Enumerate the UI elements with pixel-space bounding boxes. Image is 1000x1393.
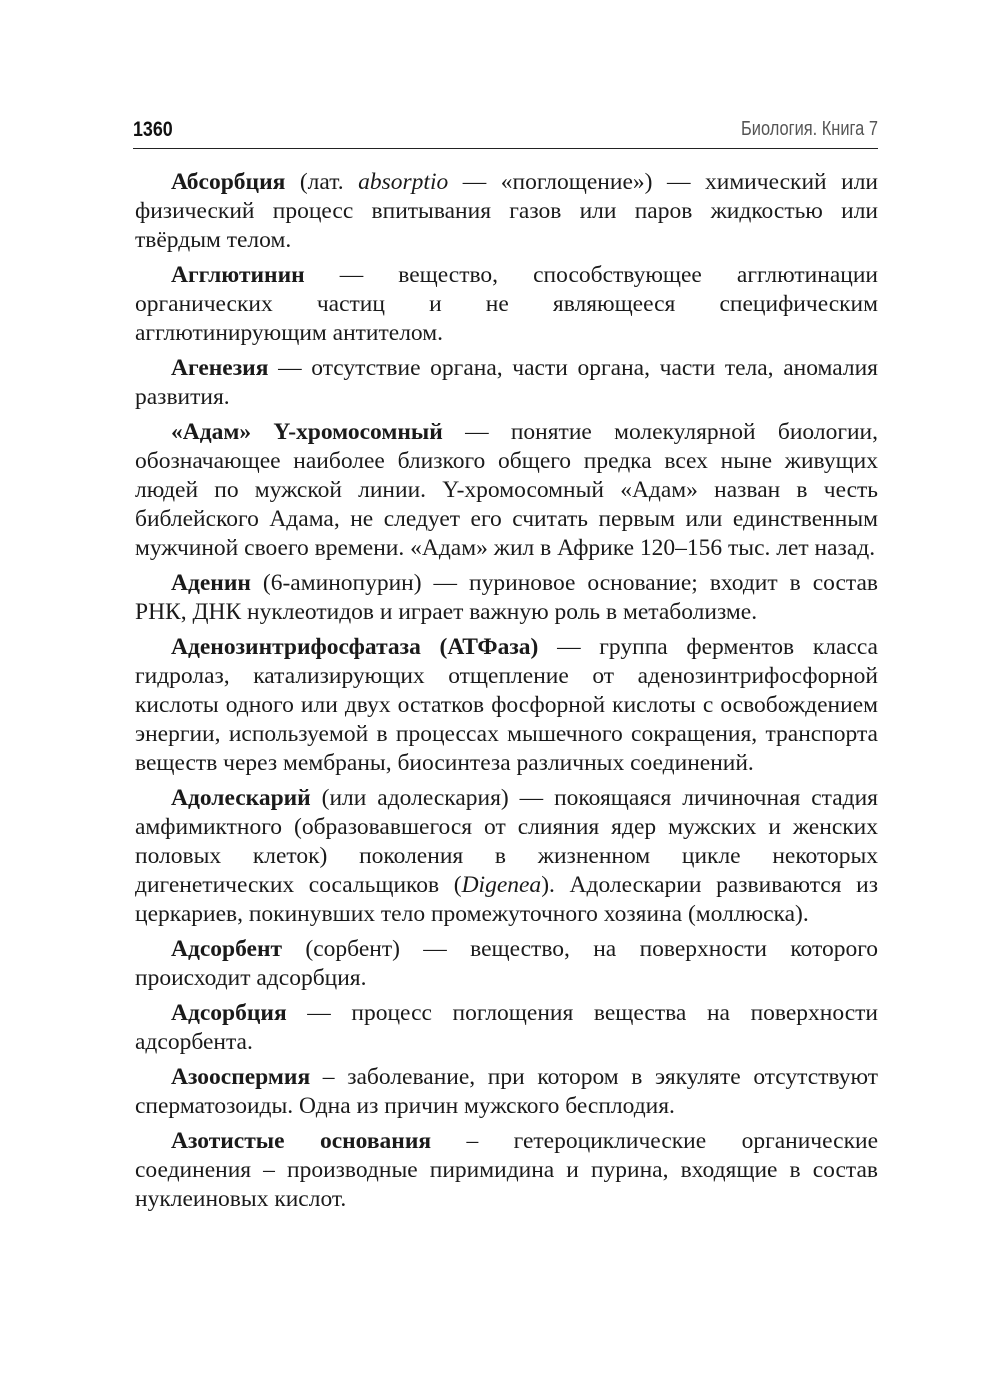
glossary-entry bbox=[135, 1063, 878, 1121]
entry-text-cont: ). Адолескарии развиваются из церкариев, покинувших тело промежуточного хозяина (моллюска). bbox=[135, 872, 878, 927]
entry-text: (лат. bbox=[285, 169, 359, 195]
entry-text: (или адолескария) — покоящаяся личиночная стадия амфимиктного (образовавшегося от слияния ядер мужских и женских половых клеток) поколения в жизненном цикле некоторых дигенетических сосальщиков ( bbox=[135, 785, 878, 898]
entry-text: — вещество, способствующее агглютинации органических частиц и не являющееся специфическим агглютинирующим антителом. bbox=[135, 262, 878, 346]
entry-term: «Адам» Y-хромосомный bbox=[171, 419, 443, 445]
entry-latin: Digenea bbox=[461, 872, 542, 898]
entry-latin: absorptio bbox=[358, 169, 449, 195]
page-header bbox=[133, 116, 878, 149]
entry-term: Адолескарий bbox=[171, 785, 311, 811]
entry-term: Абсорбция bbox=[171, 169, 286, 195]
entry-term: Агглютинин bbox=[171, 262, 305, 288]
entry-text: (6-аминопурин) — пуриновое основание; входит в состав РНК, ДНК нуклеотидов и играет важную роль в метаболизме. bbox=[135, 570, 878, 625]
glossary-entry bbox=[135, 261, 878, 348]
glossary-entry bbox=[135, 1127, 878, 1214]
glossary-entry bbox=[135, 633, 878, 778]
entry-text: — понятие молекулярной биологии, обозначающее наиболее близкого общего предка всех ныне живущих людей по мужской линии. Y-хромосомный «Адам» назван в честь библейского Адама, не следует его считать первым или единственным мужчиной своего времени. «Адам» жил в Африке 120–156 тыс. лет назад. bbox=[135, 419, 878, 561]
entry-text: (сорбент) — вещество, на поверхности которого происходит адсорбция. bbox=[135, 936, 878, 991]
glossary-content bbox=[135, 168, 878, 1220]
entry-text: – заболевание, при котором в эякуляте отсутствуют сперматозоиды. Одна из причин мужского бесплодия. bbox=[135, 1064, 878, 1119]
glossary-entry bbox=[135, 935, 878, 993]
entry-text: — процесс поглощения вещества на поверхности адсорбента. bbox=[135, 1000, 878, 1055]
glossary-entry bbox=[135, 168, 878, 255]
glossary-entry bbox=[135, 418, 878, 563]
book-title: Биология. Книга 7 bbox=[741, 118, 878, 140]
glossary-entry bbox=[135, 784, 878, 929]
glossary-entry bbox=[135, 354, 878, 412]
entry-term: Аденозинтрифосфатаза (АТФаза) bbox=[171, 634, 539, 660]
entry-term: Азооспермия bbox=[171, 1064, 311, 1090]
entry-term: Азотистые основания bbox=[171, 1128, 432, 1154]
entry-text-cont: — «поглощение») — химический или физический процесс впитывания газов или паров жидкостью или твёрдым телом. bbox=[135, 169, 878, 253]
entry-text: — отсутствие органа, части органа, части тела, аномалия развития. bbox=[135, 355, 878, 410]
glossary-entry bbox=[135, 999, 878, 1057]
entry-term: Адсорбция bbox=[171, 1000, 287, 1026]
entry-term: Агенезия bbox=[171, 355, 269, 381]
entry-term: Адсорбент bbox=[171, 936, 283, 962]
glossary-entry bbox=[135, 569, 878, 627]
entry-text: – гетероциклические органические соединения – производные пиримидина и пурина, входящие в состав нуклеиновых кислот. bbox=[135, 1128, 878, 1212]
entry-term: Аденин bbox=[171, 570, 251, 596]
entry-text: — группа ферментов класса гидролаз, катализирующих отщепление от аденозинтрифосфорной кислоты одного или двух остатков фосфорной кислоты с освобождением энергии, используемой в процессах мышечного сокращения, транспорта веществ через мембраны, биосинтеза различных соединений. bbox=[135, 634, 878, 776]
page-number: 1360 bbox=[133, 118, 173, 141]
